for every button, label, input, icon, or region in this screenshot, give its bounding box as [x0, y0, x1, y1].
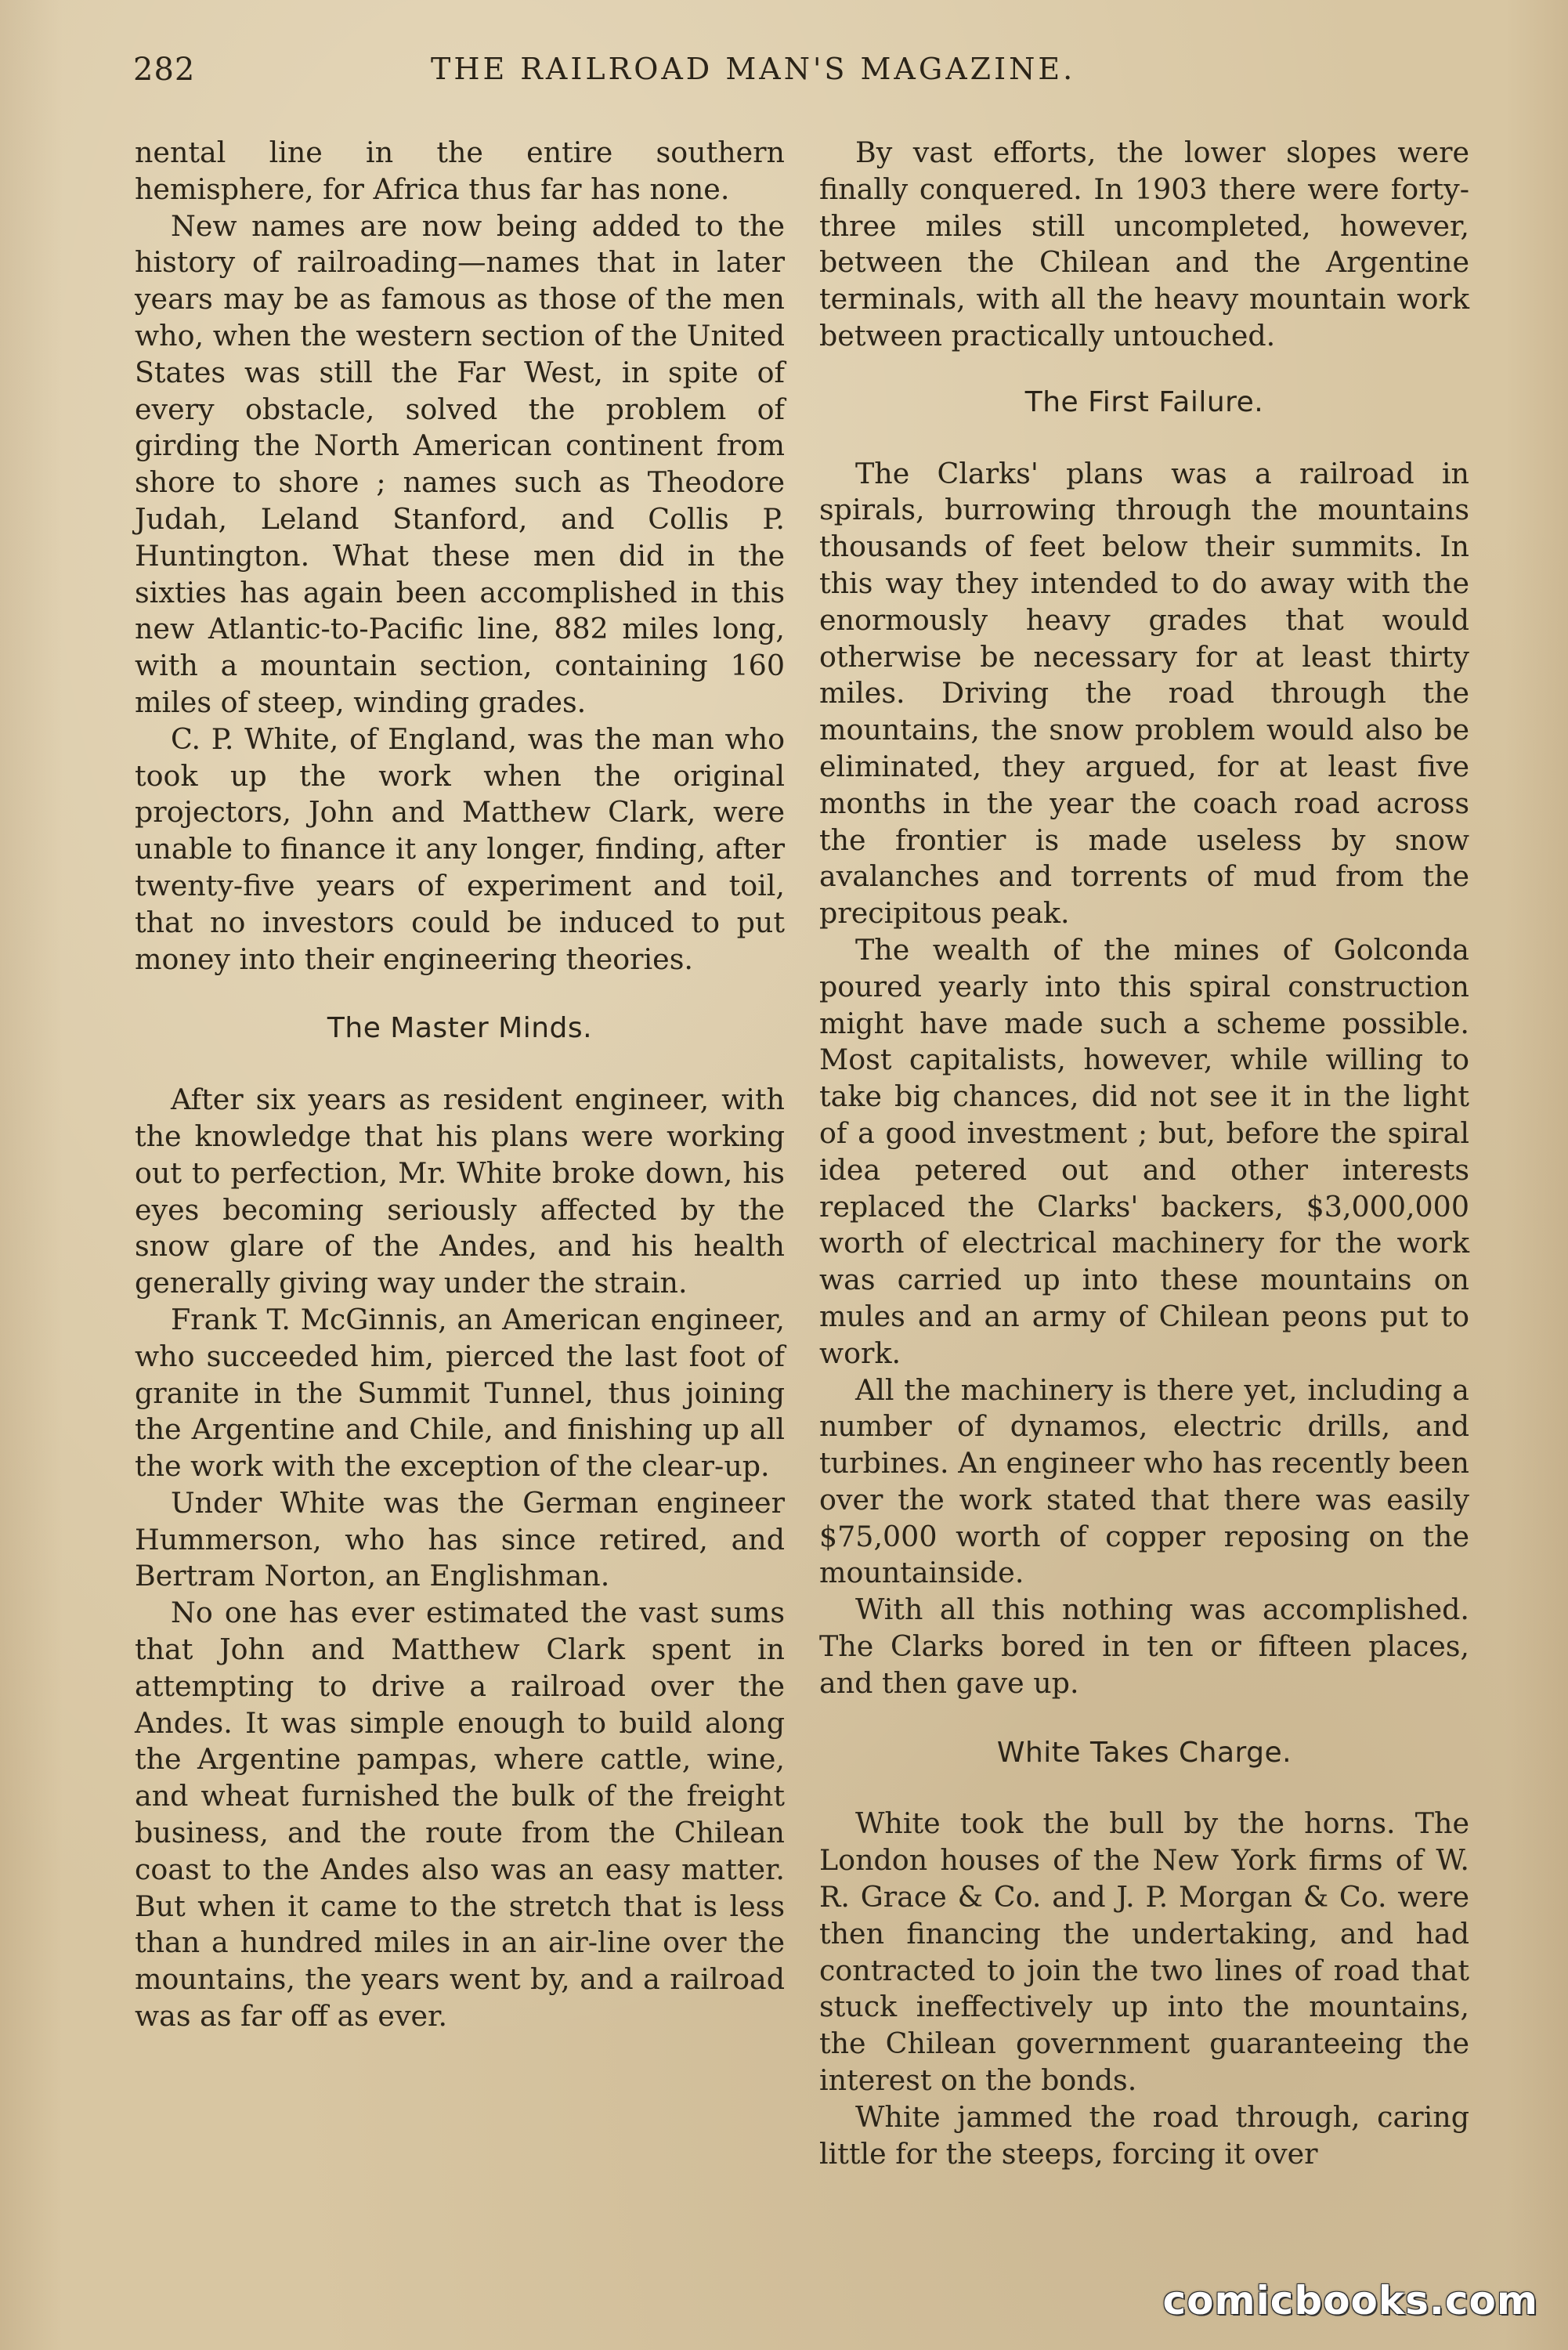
paragraph: Frank T. McGinnis, an American engineer, who succeeded him, pierced the last foot of granite in the Summit Tunnel, thus joining the Argentine and Chile, and finishing up all the work with the exception of the clear-up. — [135, 1302, 785, 1484]
paragraph: New names are now being added to the history of railroading—names that in later years may be as famous as those of the men who, when the western section of the United States was still the Far West, in spite of every obstacle, solved the problem of girding the North American continent from shore to shore ; names such as Theodore Judah, Leland Stanford, and Collis P. Huntington. What these men did in the sixties has again been accomplished in this new Atlantic-to-Pacific line, 882 miles long, with a mountain section, containing 160 miles of steep, winding grades. — [135, 208, 785, 719]
paragraph: After six years as resident engineer, with the knowledge that his plans were working out to perfection, Mr. White broke down, his eyes becoming seriously affected by the snow glare of the Andes, and his health generally giving way under the strain. — [135, 1083, 785, 1300]
magazine-title: THE RAILROAD MAN'S MAGAZINE. — [431, 52, 1076, 86]
page-number: 282 — [133, 52, 196, 88]
paragraph: Under White was the German engineer Hummerson, who has since retired, and Bertram Norton, an Englishman. — [135, 1485, 785, 1593]
paragraph: With all this nothing was accomplished. The Clarks bored in ten or fifteen places, and then gave up. — [819, 1593, 1469, 1700]
paragraph: By vast efforts, the lower slopes were finally conquered. In 1903 there were forty-three miles still uncompleted, however, between the Chilean and the Argentine terminals, with all the heavy mountain work between practically untouched. — [819, 136, 1469, 352]
paragraph: White jammed the road through, caring little for the steeps, forcing it over — [819, 2099, 1469, 2171]
watermark-logo: comicbooks.com — [1162, 2278, 1538, 2323]
paragraph: White took the bull by the horns. The London houses of the New York firms of W. R. Grace & Co. and J. P. Morgan & Co. were then financing the undertaking, and had contracted to join the two lines of road that stuck ineffectively up into the mountains, the Chilean government guaranteeing the interest on the bonds. — [819, 1806, 1469, 2098]
section-heading-first-failure: The First Failure. — [1024, 385, 1264, 418]
paragraph: The Clarks' plans was a railroad in spirals, burrowing through the mountains thousands of feet below their summits. In this way they intended to do away with the enormously heavy grades that would otherwise be necessary for at least thirty miles. Driving the road through the mountains, the snow problem would also be eliminated, they argued, for at least five months in the year the coach road across the frontier is made useless by snow avalanches and torrents of mud from the precipitous peak. — [819, 456, 1469, 931]
left-column — [135, 135, 785, 2035]
paragraph: No one has ever estimated the vast sums that John and Matthew Clark spent in attempting to drive a railroad over the Andes. It was simple enough to build along the Argentine pampas, where cattle, wine, and wheat furnished the bulk of the freight business, and the route from the Chilean coast to the Andes also was an easy matter. But when it came to the stretch that is less than a hundred miles in an air-line over the mountains, the years went by, and a railroad was as far off as ever. — [135, 1596, 785, 2034]
paragraph: nental line in the entire southern hemisphere, for Africa thus far has none. — [135, 136, 785, 206]
section-heading-master-minds: The Master Minds. — [327, 1012, 593, 1045]
right-column — [819, 135, 1469, 2172]
paragraph: The wealth of the mines of Golconda poured yearly into this spiral construction might have made such a scheme possible. Most capitalists, however, while willing to take big chances, did not see it in the light of a good investment ; but, before the spiral idea petered out and other interests replaced the Clarks' backers, $3,000,000 worth of electrical machinery for the work was carried up into these mountains on mules and an army of Chilean peons put to work. — [819, 932, 1469, 1370]
section-heading-white-takes-charge: White Takes Charge. — [996, 1736, 1292, 1769]
paragraph: All the machinery is there yet, including a number of dynamos, electric drills, and turbines. An engineer who has recently been over the work stated that there was easily $75,000 worth of copper reposing on the mountainside. — [819, 1372, 1469, 1590]
page-header — [133, 52, 1175, 107]
paragraph: C. P. White, of England, was the man who took up the work when the original projectors, John and Matthew Clark, were unable to finance it any longer, finding, after twenty-five years of experiment and toil, that no investors could be induced to put money into their engineering theories. — [135, 721, 785, 976]
